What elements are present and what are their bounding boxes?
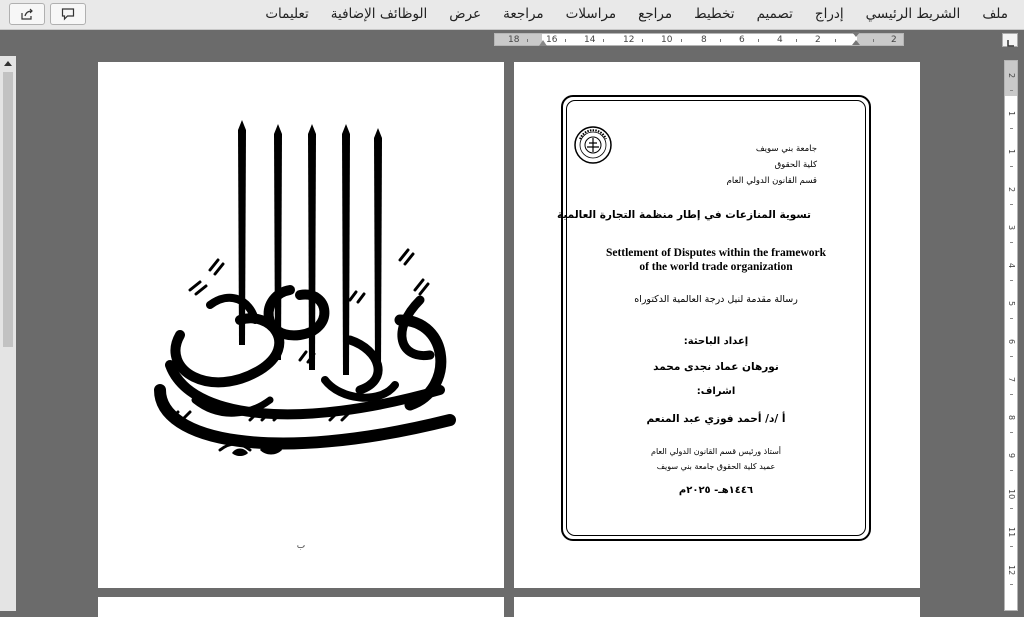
vertical-ruler-label: 6 xyxy=(1007,338,1016,345)
ruler-label: 18 xyxy=(508,35,520,45)
tab-mailings[interactable]: مراسلات xyxy=(565,6,617,22)
faculty-name: كلية الحقوق xyxy=(774,160,817,170)
ruler-label: 2 xyxy=(815,35,821,45)
vertical-ruler-label: 2 xyxy=(1007,186,1016,193)
page-number: ب xyxy=(296,541,306,551)
tab-references[interactable]: مراجع xyxy=(638,6,673,22)
researcher-name: نورهان عماد نجدى محمد xyxy=(653,361,779,373)
ruler-label: 12 xyxy=(623,35,635,45)
supervisor-title-2: عميد كلية الحقوق جامعة بني سويف xyxy=(656,462,776,471)
document-page-right[interactable] xyxy=(514,62,920,588)
ribbon xyxy=(0,0,1024,30)
thesis-subtitle: رسالة مقدمة لنيل درجة العالمية الدكتوراه xyxy=(634,294,798,305)
supervisor-name: أ /د/ أحمد فوزي عبد المنعم xyxy=(646,413,786,425)
comment-icon xyxy=(61,7,75,21)
vertical-ruler-label: 1 xyxy=(1007,148,1016,155)
tab-selector[interactable] xyxy=(1002,33,1018,47)
ruler-label: 2 xyxy=(891,35,897,45)
vertical-ruler[interactable] xyxy=(1004,60,1018,611)
vertical-ruler-label: 8 xyxy=(1007,414,1016,421)
vertical-ruler-label: 11 xyxy=(1007,527,1016,538)
tab-insert[interactable]: إدراج xyxy=(814,6,844,22)
ribbon-tabs xyxy=(254,0,1008,29)
vertical-ruler-label: 9 xyxy=(1007,452,1016,459)
ruler-label: 14 xyxy=(584,35,596,45)
vertical-scrollbar[interactable] xyxy=(0,56,16,611)
prepared-by-label: إعداد الباحثة: xyxy=(683,336,749,347)
vertical-ruler-label: 5 xyxy=(1007,300,1016,307)
tab-view[interactable]: عرض xyxy=(449,6,482,22)
thesis-title-english-line2: of the world trade organization xyxy=(639,261,793,273)
thesis-date: ١٤٤٦هـ- ٢٠٢٥م xyxy=(678,485,754,496)
tab-file[interactable]: ملف xyxy=(982,6,1008,22)
share-icon xyxy=(20,7,34,21)
page-border-frame xyxy=(557,95,871,541)
supervision-label: اشراف: xyxy=(696,386,736,397)
ruler-label: 10 xyxy=(661,35,673,45)
ruler-label: 8 xyxy=(701,35,707,45)
thesis-title-english-line1: Settlement of Disputes within the framework xyxy=(605,247,827,259)
university-seal-logo xyxy=(573,125,613,165)
thesis-title-arabic: تسوية المنازعات في إطار منظمة التجارة العالمية xyxy=(557,209,811,221)
vertical-ruler-label: 3 xyxy=(1007,224,1016,231)
ruler-label: 4 xyxy=(777,35,783,45)
vertical-ruler-label: 1 xyxy=(1007,110,1016,117)
caret-up-icon xyxy=(4,60,12,66)
tab-addins[interactable]: الوظائف الإضافية xyxy=(330,6,428,22)
vertical-ruler-label: 7 xyxy=(1007,376,1016,383)
comments-button[interactable] xyxy=(50,3,86,25)
vertical-ruler-label: 12 xyxy=(1007,565,1016,576)
university-header xyxy=(727,141,817,189)
tab-layout[interactable]: تخطيط xyxy=(694,6,735,22)
tab-home[interactable]: الشريط الرئيسي xyxy=(865,6,961,22)
department-name: قسم القانون الدولي العام xyxy=(726,176,817,186)
tab-review[interactable]: مراجعة xyxy=(503,6,544,22)
document-page-left[interactable] xyxy=(98,62,504,588)
tab-design[interactable]: تصميم xyxy=(756,6,793,22)
share-button[interactable] xyxy=(9,3,45,25)
vertical-ruler-label: 2 xyxy=(1007,72,1016,79)
university-name: جامعة بني سويف xyxy=(755,144,817,154)
horizontal-ruler[interactable] xyxy=(494,33,904,46)
basmala-calligraphy xyxy=(150,120,460,480)
document-page-next-left[interactable] xyxy=(98,597,504,617)
ruler-label: 6 xyxy=(739,35,745,45)
vertical-ruler-label: 10 xyxy=(1007,489,1016,500)
left-indent-marker[interactable] xyxy=(539,38,547,46)
ruler-label: 16 xyxy=(546,35,558,45)
document-page-next-right[interactable] xyxy=(514,597,920,617)
supervisor-title-1: أستاذ ورئيس قسم القانون الدولي العام xyxy=(650,447,782,456)
tab-help[interactable]: تعليمات xyxy=(265,6,309,22)
scroll-thumb[interactable] xyxy=(3,72,13,347)
scroll-up-button[interactable] xyxy=(0,56,16,70)
right-indent-marker[interactable] xyxy=(852,32,860,46)
vertical-ruler-label: 4 xyxy=(1007,262,1016,269)
